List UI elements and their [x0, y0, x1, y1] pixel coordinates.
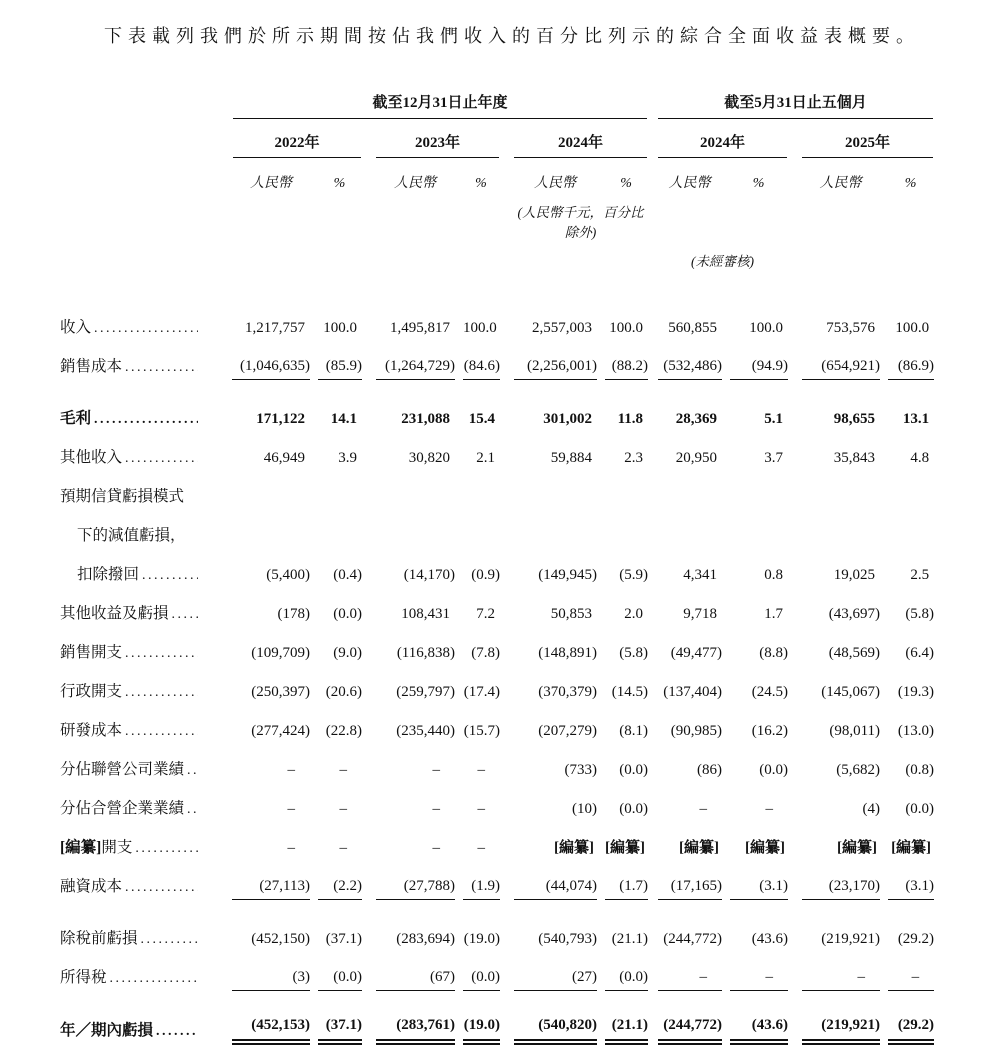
- row-label-text: 分佔聯營公司業績: [60, 761, 185, 778]
- amount-cell: (244,772): [663, 931, 723, 947]
- row-label: [60, 866, 232, 905]
- percent-cell: (22.8): [325, 723, 362, 739]
- row-label: [60, 710, 232, 749]
- row-label: [60, 346, 232, 385]
- percent-cell: 3.9: [338, 450, 357, 466]
- amount-cell: (116,838): [396, 645, 455, 661]
- percent-cell: (29.2): [880, 996, 934, 1049]
- amount-cell: [362, 476, 455, 515]
- percent-cell: (37.1): [310, 996, 362, 1049]
- percent-cell: 14.1: [330, 411, 357, 427]
- spacer-cell: [60, 159, 232, 193]
- table-row: [60, 749, 934, 788]
- table-row: [60, 346, 934, 385]
- period-group-row: [60, 90, 934, 120]
- percent-cell: (19.0): [455, 996, 500, 1049]
- amount-cell: 30,820: [408, 450, 450, 466]
- percent-cell: –: [477, 840, 485, 856]
- row-label-text: 銷售開支: [60, 644, 123, 661]
- percent-header: %: [904, 176, 917, 191]
- percent-cell: –: [880, 957, 934, 996]
- amount-cell: 35,843: [833, 450, 876, 466]
- percent-cell: (0.0): [310, 957, 362, 996]
- amount-cell: –: [287, 762, 295, 778]
- percent-header: %: [475, 176, 487, 191]
- percent-cell: (0.0): [455, 957, 500, 996]
- unit-header-row: [60, 159, 934, 193]
- amount-cell: 753,576: [826, 320, 876, 336]
- percent-cell: (15.7): [463, 723, 500, 739]
- percent-cell: (85.9): [310, 346, 362, 385]
- amount-cell: (23,170): [788, 866, 880, 905]
- dot-leader: [110, 970, 198, 987]
- amount-cell: [788, 476, 880, 515]
- unaudited-note-cell: [648, 242, 788, 271]
- row-label-text: 預期信貸虧損模式: [60, 488, 185, 505]
- amount-cell: (14,170): [403, 567, 455, 583]
- table-row: [60, 671, 934, 710]
- amount-cell: 1,217,757: [245, 320, 305, 336]
- amount-cell: (27): [500, 957, 597, 996]
- amount-cell: (532,486): [648, 346, 722, 385]
- table-row: [60, 632, 934, 671]
- table-row: [60, 437, 934, 476]
- table-row: [60, 554, 934, 593]
- amount-cell: (145,067): [821, 684, 881, 700]
- row-label: [60, 788, 232, 827]
- amount-cell: (235,440): [396, 723, 455, 739]
- amount-cell: (43,697): [828, 606, 881, 622]
- table-row: [60, 476, 934, 515]
- row-label-text: 行政開支: [60, 683, 123, 700]
- amount-cell: [648, 476, 722, 515]
- table-row: [60, 905, 934, 957]
- percent-cell: (0.0): [619, 762, 649, 778]
- row-label: [60, 996, 232, 1049]
- percent-cell: (43.6): [722, 996, 788, 1049]
- amount-cell: (250,397): [251, 684, 310, 700]
- amount-cell: 1,495,817: [390, 320, 450, 336]
- amount-cell: [362, 515, 455, 554]
- amount-cell: 19,025: [833, 567, 876, 583]
- row-label: [60, 957, 232, 996]
- percent-cell: 100.0: [895, 320, 930, 336]
- percent-cell: (7.8): [471, 645, 500, 661]
- percent-cell: (0.8): [905, 762, 935, 778]
- dot-leader: [94, 411, 198, 428]
- amount-cell: 301,002: [543, 411, 592, 427]
- amount-cell: (1,046,635): [232, 346, 310, 385]
- percent-cell: (14.5): [611, 684, 649, 700]
- percent-cell: (0.9): [471, 567, 500, 583]
- amount-cell: [232, 476, 310, 515]
- percent-cell: –: [477, 762, 485, 778]
- amount-cell: 108,431: [401, 606, 450, 622]
- amount-cell: (283,761): [362, 996, 455, 1049]
- amount-cell: –: [432, 762, 440, 778]
- percent-cell: (86.9): [880, 346, 934, 385]
- percent-cell: (5.8): [619, 645, 649, 661]
- amount-cell: 28,369: [675, 411, 718, 427]
- percent-cell: 7.2: [476, 606, 495, 622]
- amount-cell: (48,569): [828, 645, 881, 661]
- row-label-text: 銷售成本: [60, 358, 123, 375]
- percent-cell: (19.0): [463, 931, 500, 947]
- year-2023: 2023年: [362, 120, 500, 159]
- percent-cell: (8.8): [759, 645, 789, 661]
- table-row: [60, 593, 934, 632]
- amount-cell: (5,682): [836, 762, 881, 778]
- amount-cell: (370,379): [538, 684, 597, 700]
- percent-cell: (21.1): [597, 996, 648, 1049]
- percent-cell: [722, 515, 788, 554]
- amount-cell: 171,122: [256, 411, 305, 427]
- amount-cell: 50,853: [550, 606, 592, 622]
- dot-leader: [125, 450, 198, 467]
- row-label-text: 所得稅: [60, 969, 107, 986]
- percent-cell: –: [339, 840, 347, 856]
- amount-cell: (86): [697, 762, 723, 778]
- amount-cell: 98,655: [833, 411, 876, 427]
- percent-cell: (0.0): [905, 801, 935, 817]
- table-row: [60, 515, 934, 554]
- row-label: [60, 515, 232, 554]
- currency-header: 人民幣: [668, 176, 711, 191]
- amount-cell: –: [788, 957, 880, 996]
- page-title: 下表載列我們於所示期間按佔我們收入的百分比列示的綜合全面收益表概要。: [104, 26, 920, 46]
- dot-leader: [142, 567, 198, 584]
- currency-header: 人民幣: [394, 176, 436, 191]
- percent-cell: (17.4): [463, 684, 500, 700]
- year-header-row: [60, 120, 934, 159]
- percent-cell: (19.3): [897, 684, 935, 700]
- dot-leader: [125, 684, 198, 701]
- dot-leader: [141, 931, 198, 948]
- spacer-cell: [60, 90, 232, 120]
- row-label: [60, 476, 232, 515]
- amount-cell: (49,477): [670, 645, 723, 661]
- percent-cell: [455, 476, 500, 515]
- percent-cell: 100.0: [323, 320, 357, 336]
- percent-cell: [編纂]: [891, 840, 932, 856]
- currency-header: 人民幣: [534, 176, 576, 191]
- table-row: [60, 710, 934, 749]
- percent-cell: 11.8: [617, 411, 644, 427]
- row-label: [60, 905, 232, 957]
- row-label-text: 下的減值虧損，: [77, 527, 186, 544]
- percent-cell: 3.7: [764, 450, 784, 466]
- unit-note-cell: [500, 193, 648, 242]
- dot-leader: [187, 762, 198, 779]
- spacer-cell: [60, 193, 500, 242]
- amount-cell: (3): [232, 957, 310, 996]
- row-label-text: 除稅前虧損: [60, 930, 138, 947]
- amount-cell: (452,153): [232, 996, 310, 1049]
- percent-cell: 0.8: [764, 567, 784, 583]
- table-row: [60, 957, 934, 996]
- income-table-body: [60, 271, 934, 1049]
- row-label: [60, 271, 232, 346]
- percent-cell: 100.0: [609, 320, 644, 336]
- amount-cell: (27,788): [362, 866, 455, 905]
- percent-cell: [310, 515, 362, 554]
- row-label: [60, 437, 232, 476]
- row-label: [60, 671, 232, 710]
- row-label-text: 年／期內虧損: [60, 1022, 154, 1039]
- percent-cell: (2.2): [310, 866, 362, 905]
- table-row: [60, 385, 934, 437]
- amount-cell: –: [287, 840, 295, 856]
- dot-leader: [135, 840, 198, 857]
- row-label-text: 融資成本: [60, 878, 123, 895]
- percent-cell: (29.2): [897, 931, 935, 947]
- percent-header: %: [620, 176, 632, 191]
- percent-cell: [597, 476, 648, 515]
- percent-cell: (20.6): [325, 684, 362, 700]
- amount-cell: 59,884: [550, 450, 592, 466]
- percent-cell: (94.9): [722, 346, 788, 385]
- percent-cell: (0.0): [597, 957, 648, 996]
- amount-cell: [編纂]: [554, 840, 594, 856]
- percent-cell: 1.7: [764, 606, 784, 622]
- percent-cell: (6.4): [905, 645, 935, 661]
- percent-cell: 15.4: [468, 411, 495, 427]
- amount-cell: [232, 515, 310, 554]
- period-group-five-months-title: 截至5月31日止五個月: [658, 91, 933, 119]
- amount-cell: –: [648, 957, 722, 996]
- percent-cell: 2.5: [910, 567, 930, 583]
- percent-cell: (21.1): [611, 931, 649, 947]
- percent-cell: [310, 476, 362, 515]
- row-label: [60, 554, 232, 593]
- percent-cell: [編纂]: [605, 840, 646, 856]
- period-group-five-months: [648, 90, 934, 120]
- amount-cell: 46,949: [263, 450, 305, 466]
- row-label: [60, 385, 232, 437]
- percent-cell: (8.1): [619, 723, 649, 739]
- amount-cell: (44,074): [500, 866, 597, 905]
- amount-cell: (178): [277, 606, 310, 622]
- amount-cell: (207,279): [538, 723, 597, 739]
- amount-cell: (98,011): [829, 723, 881, 739]
- amount-cell: [編纂]: [679, 840, 720, 856]
- row-label: [60, 827, 232, 866]
- dot-leader: [125, 645, 198, 662]
- amount-cell: –: [699, 801, 708, 817]
- unaudited-note: (未經審核): [691, 254, 755, 269]
- amount-cell: [編纂]: [837, 840, 878, 856]
- amount-cell: [648, 515, 722, 554]
- percent-cell: [597, 515, 648, 554]
- row-label-text: 研發成本: [60, 722, 123, 739]
- spacer-cell: [648, 193, 934, 242]
- percent-cell: (0.4): [333, 567, 362, 583]
- percent-cell: (1.9): [455, 866, 500, 905]
- year-2024-five-months: 2024年: [648, 120, 788, 159]
- table-row: [60, 827, 934, 866]
- dot-leader: [172, 606, 198, 623]
- year-2022: 2022年: [232, 120, 362, 159]
- amount-cell: (1,264,729): [362, 346, 455, 385]
- amount-cell: (259,797): [396, 684, 455, 700]
- spacer-cell: [60, 242, 648, 271]
- dot-leader: [187, 801, 198, 818]
- amount-cell: (2,256,001): [500, 346, 597, 385]
- percent-cell: 13.1: [902, 411, 930, 427]
- currency-header: 人民幣: [250, 176, 292, 191]
- year-2024: 2024年: [500, 120, 648, 159]
- amount-cell: (219,921): [788, 996, 880, 1049]
- amount-cell: 9,718: [683, 606, 718, 622]
- amount-cell: [788, 515, 880, 554]
- row-label: [60, 632, 232, 671]
- percent-cell: 2.1: [476, 450, 495, 466]
- table-row: [60, 788, 934, 827]
- amount-cell: (149,945): [538, 567, 597, 583]
- income-statement-table: [60, 90, 934, 1049]
- row-label-text: 收入: [60, 319, 92, 336]
- row-label-text: 扣除撥回: [77, 566, 140, 583]
- amount-cell: (137,404): [663, 684, 723, 700]
- dot-leader: [125, 359, 198, 376]
- amount-cell: 560,855: [668, 320, 718, 336]
- amount-cell: (148,891): [538, 645, 597, 661]
- period-group-annual-title: 截至12月31日止年度: [233, 91, 647, 119]
- row-label-text: 其他收入: [60, 449, 123, 466]
- unaudited-note-row: [60, 242, 934, 271]
- amount-cell: (244,772): [648, 996, 722, 1049]
- currency-header: 人民幣: [819, 176, 862, 191]
- percent-cell: [722, 476, 788, 515]
- percent-cell: (37.1): [325, 931, 362, 947]
- amount-cell: (67): [362, 957, 455, 996]
- percent-cell: (9.0): [333, 645, 362, 661]
- percent-cell: 100.0: [463, 320, 497, 336]
- percent-cell: (16.2): [751, 723, 789, 739]
- amount-cell: (27,113): [232, 866, 310, 905]
- percent-cell: –: [722, 957, 788, 996]
- amount-cell: –: [432, 801, 440, 817]
- period-group-annual: [232, 90, 648, 120]
- unit-note-row: [60, 193, 934, 242]
- percent-cell: (0.0): [619, 801, 649, 817]
- amount-cell: [500, 515, 597, 554]
- percent-cell: (84.6): [455, 346, 500, 385]
- amount-cell: (540,793): [538, 931, 597, 947]
- row-label-text: 開支: [101, 839, 133, 856]
- dot-leader: [156, 1023, 198, 1040]
- amount-cell: (17,165): [648, 866, 722, 905]
- amount-cell: (109,709): [251, 645, 310, 661]
- dot-leader: [94, 320, 198, 337]
- amount-cell: (277,424): [251, 723, 310, 739]
- percent-cell: (3.1): [880, 866, 934, 905]
- percent-cell: 4.8: [910, 450, 930, 466]
- row-label-text: 其他收益及虧損: [60, 605, 169, 622]
- unit-note: (人民幣千元，百分比除外): [517, 205, 644, 240]
- year-2025-five-months: 2025年: [788, 120, 934, 159]
- amount-cell: (10): [572, 801, 597, 817]
- table-row: [60, 271, 934, 346]
- percent-cell: [455, 515, 500, 554]
- table-row: [60, 866, 934, 905]
- amount-cell: (90,985): [670, 723, 723, 739]
- percent-cell: (0.0): [759, 762, 789, 778]
- percent-cell: [880, 515, 934, 554]
- amount-cell: (733): [564, 762, 597, 778]
- amount-cell: 2,557,003: [532, 320, 592, 336]
- percent-cell: 2.0: [624, 606, 644, 622]
- percent-cell: (0.0): [333, 606, 362, 622]
- amount-cell: (283,694): [396, 931, 455, 947]
- spacer-cell: [60, 120, 232, 159]
- percent-cell: (43.6): [751, 931, 789, 947]
- amount-cell: (540,820): [500, 996, 597, 1049]
- percent-cell: [880, 476, 934, 515]
- percent-cell: –: [765, 801, 774, 817]
- percent-cell: (88.2): [597, 346, 648, 385]
- percent-cell: (5.9): [619, 567, 649, 583]
- amount-cell: 20,950: [675, 450, 718, 466]
- row-label: [60, 593, 232, 632]
- dot-leader: [125, 879, 198, 896]
- percent-header: %: [752, 176, 765, 191]
- amount-cell: –: [287, 801, 295, 817]
- amount-cell: (219,921): [821, 931, 881, 947]
- percent-cell: 100.0: [749, 320, 784, 336]
- row-label: [60, 749, 232, 788]
- percent-cell: (5.8): [905, 606, 935, 622]
- amount-cell: (5,400): [266, 567, 310, 583]
- amount-cell: [500, 476, 597, 515]
- table-row: [60, 996, 934, 1049]
- percent-cell: (24.5): [751, 684, 789, 700]
- amount-cell: –: [432, 840, 440, 856]
- amount-cell: 4,341: [683, 567, 718, 583]
- dot-leader: [125, 723, 198, 740]
- amount-cell: (452,150): [251, 931, 310, 947]
- percent-cell: –: [477, 801, 485, 817]
- percent-cell: (3.1): [722, 866, 788, 905]
- redacted-label-prefix: [編纂]: [60, 839, 102, 856]
- percent-cell: (13.0): [897, 723, 935, 739]
- spacer-cell: [788, 242, 934, 271]
- row-label-text: 毛利: [60, 410, 92, 427]
- row-label-text: 分佔合營企業業績: [60, 800, 185, 817]
- percent-header: %: [333, 176, 346, 191]
- percent-cell: 5.1: [764, 411, 784, 427]
- amount-cell: (4): [862, 801, 881, 817]
- percent-cell: [編纂]: [745, 840, 786, 856]
- amount-cell: 231,088: [401, 411, 450, 427]
- percent-cell: –: [339, 801, 347, 817]
- amount-cell: (654,921): [788, 346, 880, 385]
- percent-cell: 2.3: [624, 450, 644, 466]
- percent-cell: (1.7): [597, 866, 648, 905]
- percent-cell: –: [339, 762, 347, 778]
